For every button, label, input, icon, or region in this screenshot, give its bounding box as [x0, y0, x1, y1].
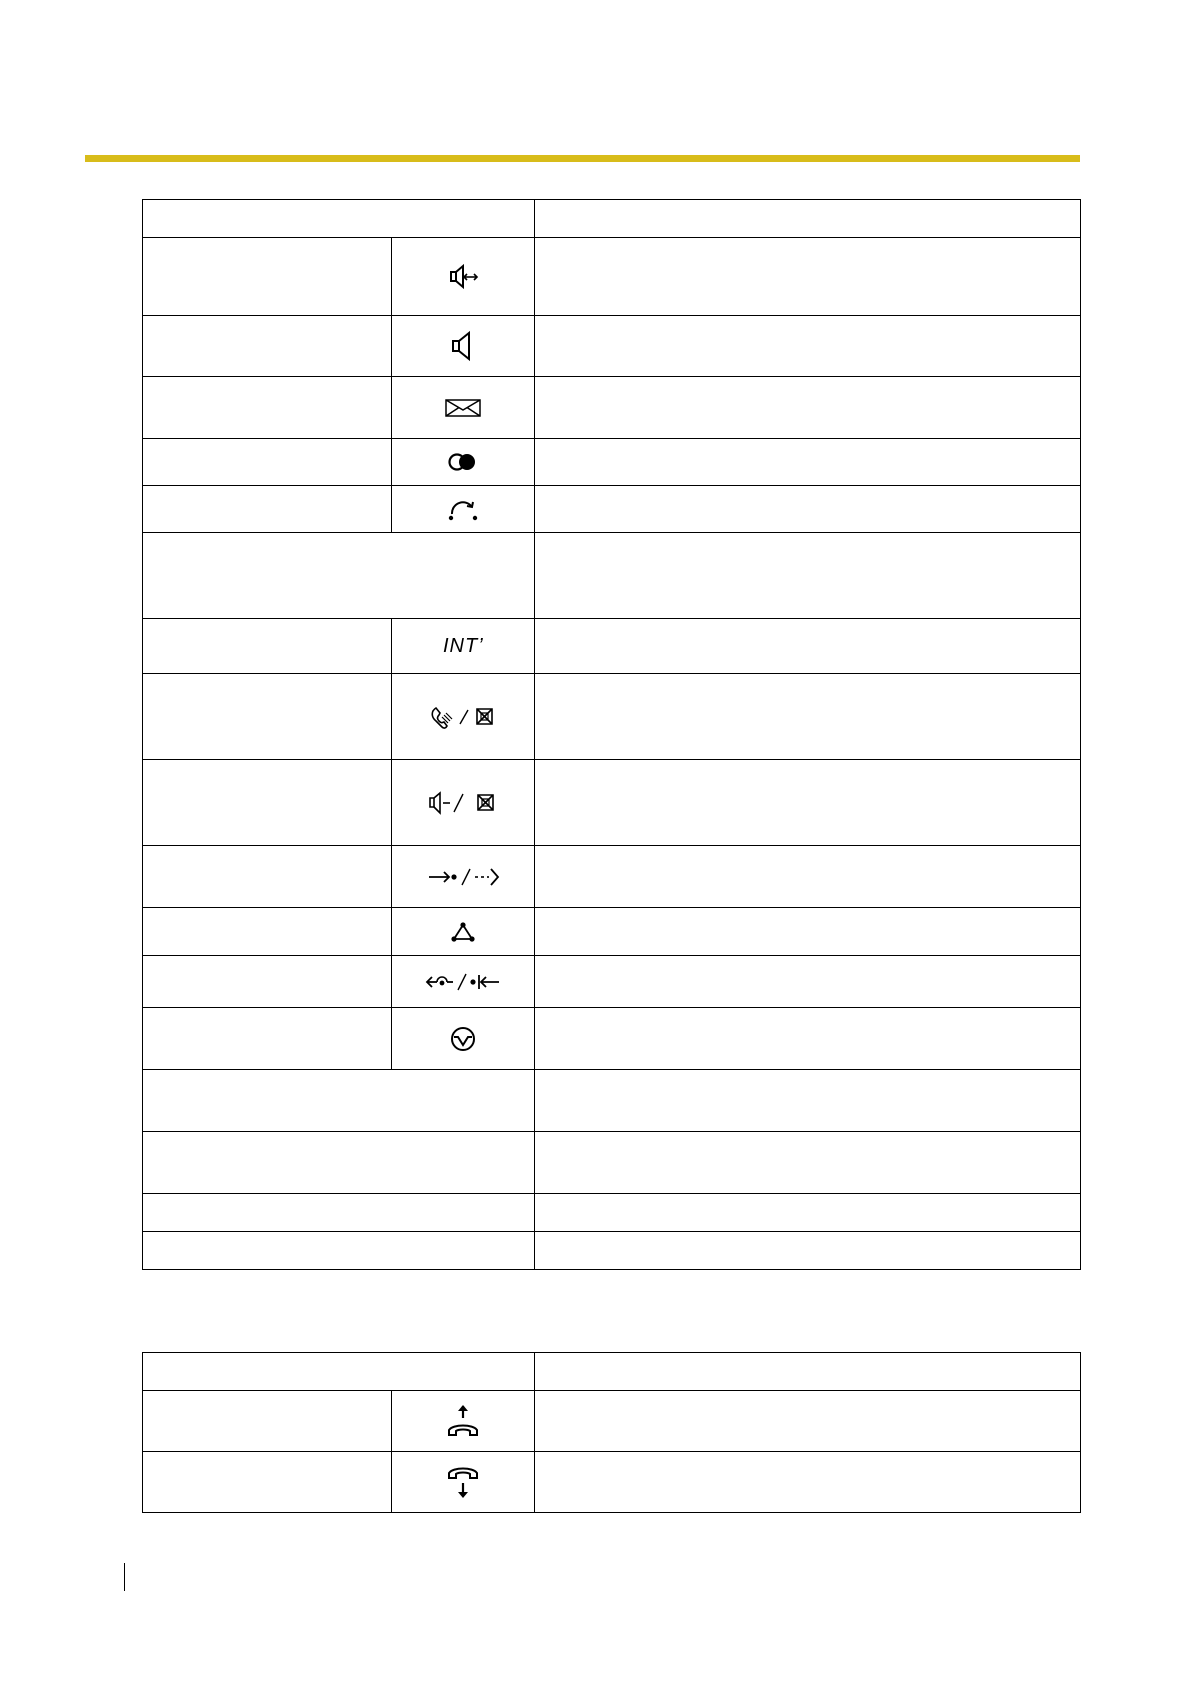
label-cell [143, 956, 392, 1008]
icon-cell [392, 956, 535, 1008]
margin-marker-line [124, 1563, 125, 1591]
table-row [143, 238, 1081, 316]
circle-v-icon [449, 1025, 477, 1053]
description-cell [535, 316, 1081, 377]
triangle-conference-icon [450, 921, 476, 943]
description-cell [535, 1132, 1081, 1194]
table-row [143, 674, 1081, 760]
label-cell-wide [143, 1070, 535, 1132]
table-row [143, 846, 1081, 908]
icon-cell [392, 619, 535, 674]
table-row [143, 316, 1081, 377]
speaker-icon [448, 330, 478, 362]
description-cell [535, 1391, 1081, 1452]
on-hook-icon [445, 1464, 481, 1500]
icon-table-2 [142, 1352, 1081, 1513]
icon-cell [392, 760, 535, 846]
table-row [143, 1008, 1081, 1070]
table-row [143, 533, 1081, 619]
label-cell [143, 760, 392, 846]
label-cell [143, 1008, 392, 1070]
redial-arc-icon [447, 497, 479, 521]
description-cell [535, 238, 1081, 316]
label-cell [143, 908, 392, 956]
description-cell [535, 908, 1081, 956]
table-row [143, 1194, 1081, 1232]
handset-sound-muted-icon [430, 703, 496, 731]
icon-table-1 [142, 199, 1081, 1270]
icon-cell [392, 377, 535, 439]
description-cell [535, 1232, 1081, 1270]
description-cell [535, 486, 1081, 533]
table-row [143, 1391, 1081, 1452]
icon-cell [392, 674, 535, 760]
speaker-transfer-icon [448, 262, 478, 292]
label-cell [143, 674, 392, 760]
label-cell [143, 1452, 392, 1513]
description-cell [535, 1070, 1081, 1132]
speaker-muted-icon [428, 790, 498, 816]
header-cell-right [535, 200, 1081, 238]
icon-cell [392, 908, 535, 956]
description-cell [535, 533, 1081, 619]
table-row [143, 486, 1081, 533]
header-cell-right [535, 1353, 1081, 1391]
description-cell [535, 1452, 1081, 1513]
icon-cell [392, 316, 535, 377]
description-cell [535, 1194, 1081, 1232]
description-cell [535, 760, 1081, 846]
description-cell [535, 674, 1081, 760]
icon-cell [392, 486, 535, 533]
header-rule [85, 155, 1080, 162]
label-cell-wide [143, 533, 535, 619]
table-row [143, 1132, 1081, 1194]
description-cell [535, 846, 1081, 908]
description-cell [535, 619, 1081, 674]
label-cell-wide [143, 1132, 535, 1194]
description-cell [535, 377, 1081, 439]
table-row [143, 1070, 1081, 1132]
forward-arrows-icon [427, 866, 499, 888]
table-row [143, 1452, 1081, 1513]
envelope-icon [445, 398, 481, 418]
table-row [143, 619, 1081, 674]
label-cell-wide [143, 1194, 535, 1232]
table-row [143, 1232, 1081, 1270]
pickup-arrows-icon [425, 972, 501, 992]
label-cell [143, 377, 392, 439]
label-cell [143, 486, 392, 533]
label-cell [143, 316, 392, 377]
table-row [143, 439, 1081, 486]
table-header-row [143, 200, 1081, 238]
label-cell [143, 439, 392, 486]
table-header-row [143, 1353, 1081, 1391]
header-cell-left [143, 200, 535, 238]
table-row [143, 908, 1081, 956]
table-row [143, 760, 1081, 846]
icon-cell [392, 238, 535, 316]
icon-cell [392, 1391, 535, 1452]
table-row [143, 956, 1081, 1008]
off-hook-icon [445, 1403, 481, 1439]
label-cell [143, 238, 392, 316]
description-cell [535, 956, 1081, 1008]
header-cell-left [143, 1353, 535, 1391]
table-row [143, 377, 1081, 439]
description-cell [535, 439, 1081, 486]
label-cell-wide [143, 1232, 535, 1270]
icon-cell [392, 846, 535, 908]
intercom-prime-icon: INT’ [443, 634, 484, 657]
label-cell [143, 846, 392, 908]
description-cell [535, 1008, 1081, 1070]
label-cell [143, 619, 392, 674]
icon-cell [392, 1008, 535, 1070]
open-filled-circles-icon [447, 452, 479, 472]
icon-cell [392, 439, 535, 486]
icon-cell [392, 1452, 535, 1513]
label-cell [143, 1391, 392, 1452]
